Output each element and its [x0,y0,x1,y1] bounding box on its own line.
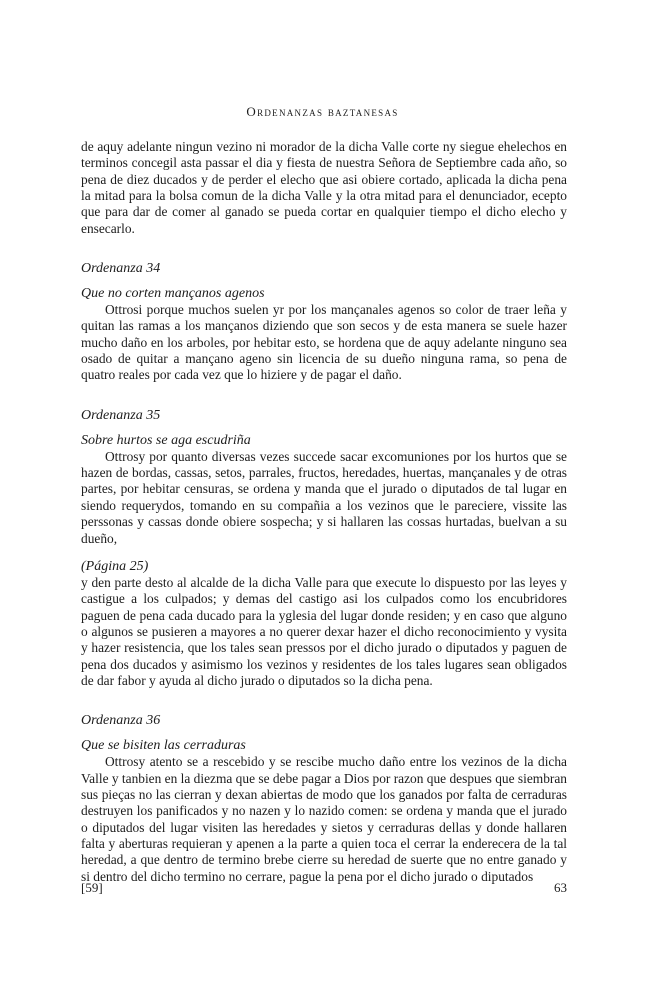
running-header: Ordenanzas baztanesas [246,104,399,119]
ordinance-34-subtitle: Que no corten mançanos agenos [81,286,265,302]
page-body [81,139,567,885]
ordinance-35-text: Ottrosy por quanto diversas vezes succede sacar excomuniones por los hurtos que se hazen de bordas, cassas, setos, parrales, fructos, heredades, huertas, mançanales y de otras partes, por hebitar censuras, se ordena y manda que el jurado o diputados de tal lugar en siendo requerydos, tomando en su compañia a los vezinos que le pareciere, vissite las perssonas y cassas donde obiere sospecha; y si hallaren las cossas hurtadas, buelvan a su dueño, [81,448,567,546]
ordinance-36-text: Ottrosy atento se a rescebido y se rescibe mucho daño entre los vezinos de la dicha Valle y tanbien en la diezma que se debe pagar a Dios por razon que despues que siembran sus pieças no las cierran y dexan abiertas de modo que los ganados por falta de cerraduras destruyen los panificados y no nazen y lo nazido comen: se ordena y manda que el jurado o diputados del lugar visiten las heredades y sietos y cerraduras dellas y donde hallaren falta y aberturas requieran y apenen a la parte a quien toca el cerrar la enderecera de la tal heredad, a que dentro de termino brebe cierre su heredad de suerte que no entre ganado y si dentro del dicho termino no cerrare, pague la pena por el dicho jurado o diputados [81,754,567,884]
footer-reference-number: [59] [81,880,103,895]
ordinance-34-text: Ottrosi porque muchos suelen yr por los mançanales agenos so color de traer leña y quitan las ramas a los mançanos diziendo que son secos y de esta manera se suele hazer mucho daño en los arboles, por hebitar esto, se hordena que de aquy adelante ninguno sea osado de quitar a mançano ageno sin licencia de su dueño ninguna rama, so pena de quatro reales por cada vez que lo hiziere y de pagar el daño. [81,302,567,383]
ordinance-36-subtitle: Que se bisiten las cerraduras [81,738,246,754]
page-number: 63 [554,880,567,895]
ordinance-35-text-continued: y den parte desto al alcalde de la dicha Valle para que execute lo dispuesto por las leyes y castigue a los culpados; y demas del castigo asi los culpados como los encubridores paguen de pena cada ducado para la yglesia del lugar donde residen; y en caso que alguno o algunos se pusieren a mayores a no querer dexar hazer el dicho reconocimiento y vysita y hazer resistencia, que los tales sean pressos por el dicho jurado o diputados y paguen de pena dos ducados y asimismo los vezinos y residentes de los tales lugares sean obligados de dar fabor y ayuda al dicho jurado o diputados so la dicha pena. [81,574,567,688]
paragraph-continuation: de aquy adelante ningun vezino ni morador de la dicha Valle corte ny siegue ehelechos en terminos concegil asta passar el dia y fiesta de nuestra Señora de Septiembre cada año, so pena de diez ducados y de perder el elecho que asi obiere cortado, aplicada la dicha pena la mitad para la bolsa comun de la dicha Valle y la otra mitad para el denunciador, ecepto que para dar de comer al ganado se pueda cortar en qualquier tiempo el dicho elecho y ensecarlo. [81,139,567,236]
ordinance-35-subtitle: Sobre hurtos se aga escudriña [81,432,251,448]
ordinance-34-heading: Ordenanza 34 [81,261,161,277]
page-reference: (Página 25) [81,558,149,574]
ordinance-36-heading: Ordenanza 36 [81,713,161,729]
ordinance-35-heading: Ordenanza 35 [81,407,161,423]
